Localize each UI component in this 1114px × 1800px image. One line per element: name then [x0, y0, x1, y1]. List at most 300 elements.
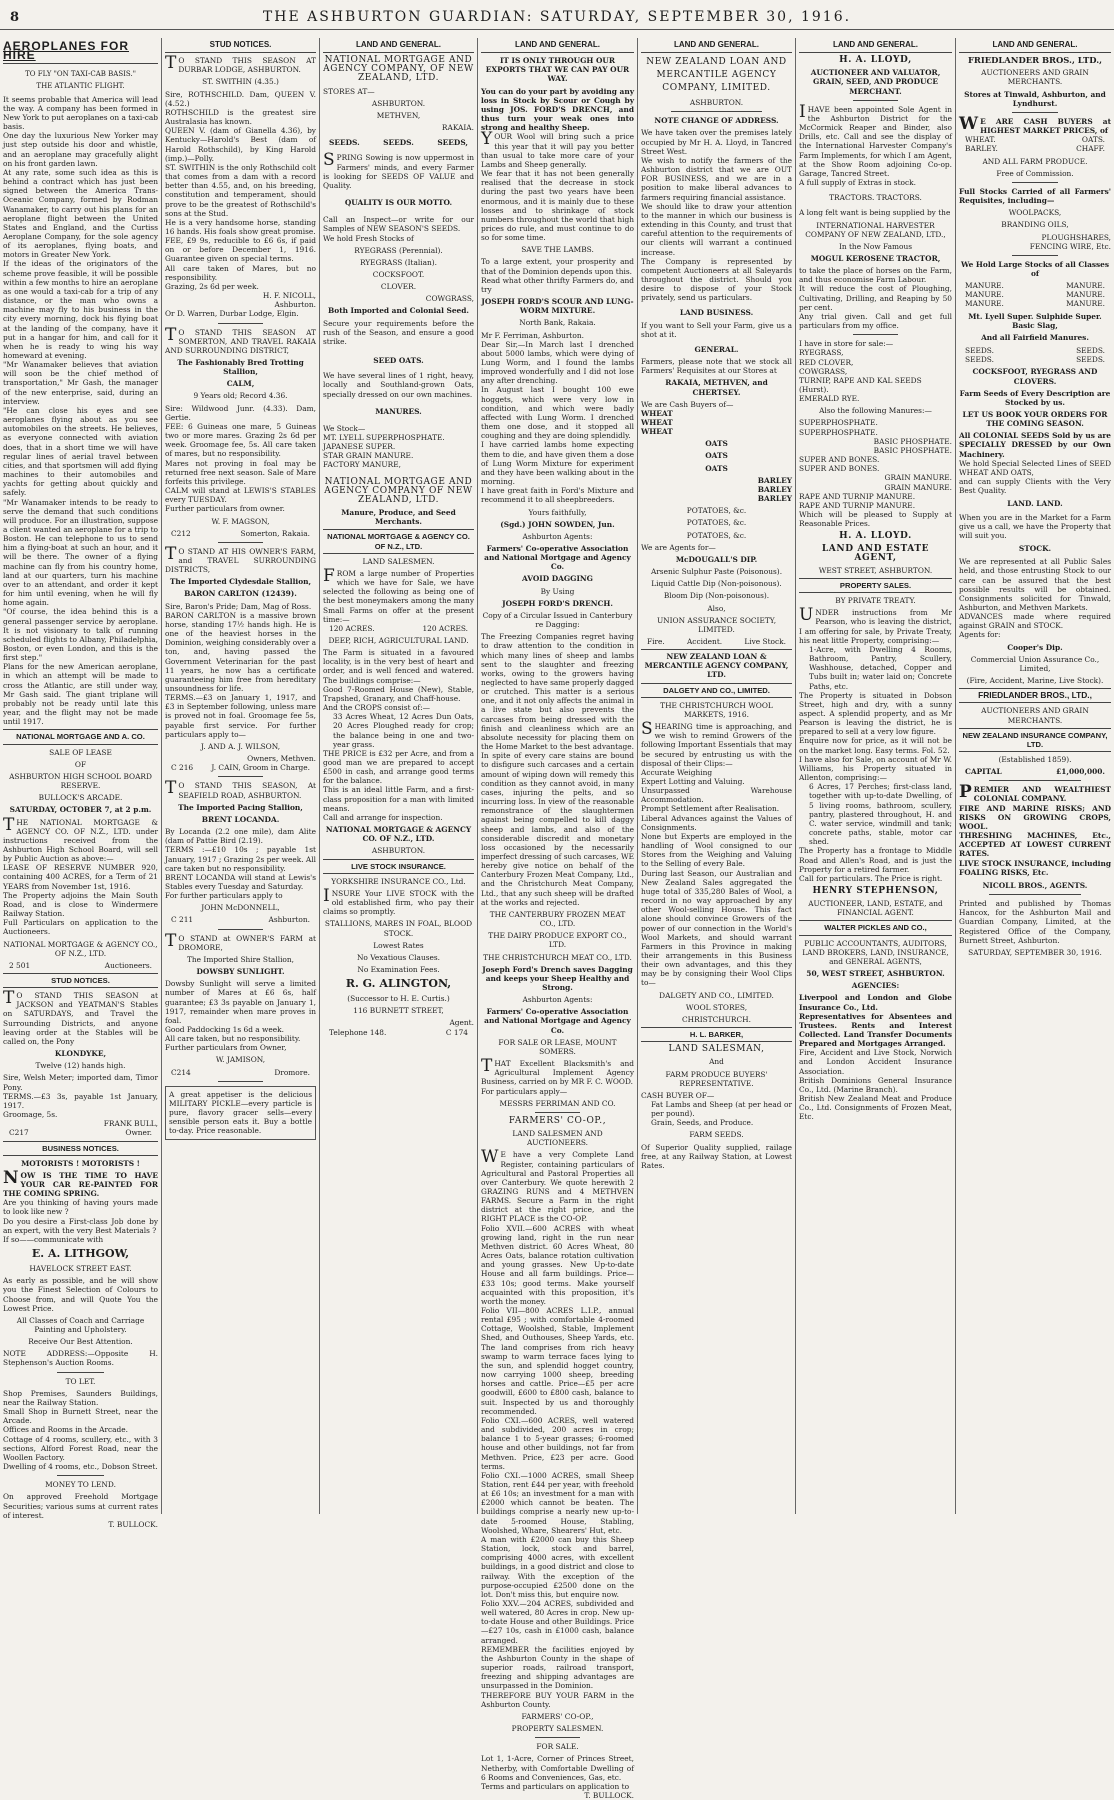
company-name: NEW ZEALAND LOAN AND MERCANTILE AGENCY COMPANY, LIMITED.: [646, 57, 787, 94]
ad-text: The Property adjoins the Main South Road, and is close to Windermere Railway Station.: [3, 890, 158, 919]
ad-signature: W. F. MAGSON,: [211, 516, 270, 526]
ad-text: TERMS.—£3 on January 1, 1917, and £3 in September following, unless mare is proved not in foal. Groomage fee 5s, payable first service. For further particulars apply to—: [165, 693, 316, 739]
ad-text: For further particulars apply to: [165, 891, 283, 901]
section-header: NATIONAL MORTGAGE & AGENCY CO. OF N.Z., LTD.: [323, 529, 474, 553]
ad-text: Agent.: [449, 1018, 474, 1028]
ad-code: C 174: [445, 1027, 468, 1037]
ad-text: COWGRASS,: [425, 294, 474, 304]
masthead-title: THE ASHBURTON GUARDIAN: SATURDAY, SEPTEMBER 30, 1916.: [262, 9, 852, 25]
ad-text: (Fire, Accident, Marine, Live Stock).: [966, 676, 1104, 686]
horse-name: BARON CARLTON (12439).: [184, 589, 297, 599]
article-paragraph: "Of course, the idea behind this is a general passenger service by aeroplane. It is not visionary to talk of running scheduled flights to Albany, Philadelphia, Boston, or even London, and this is the first step.": [3, 607, 158, 663]
ad-text: MANURE.: [1066, 299, 1105, 309]
article-paragraph: If the ideas of the originators of the scheme prove feasible, it will be possible within a few months to hire an aeroplane as one would a taxi-cab for a trip of any distance, or the man who owns a machine may fly to his business in the city every morning, dock his flying boat at the landing of the company, have it put in a hangar for him, and call for it when he is ready to wing his way homeward at evening.: [3, 259, 158, 360]
ad-text: McDOUGALL'S DIP.: [675, 554, 758, 564]
ad-text: POTATOES, &c.: [686, 518, 747, 528]
ad-text: LIVE STOCK INSURANCE, including FOALING RISKS, Etc.: [959, 858, 1111, 877]
ad-text: Twelve (12) hands high.: [35, 1061, 126, 1071]
ad-text: FIRE AND MARINE RISKS; AND RISKS ON GROWING CROPS, WOOL.: [959, 803, 1111, 831]
ad-text: CLOVER.: [380, 282, 417, 292]
ad-text: Good Paddocking 1s 6d a week.: [165, 1025, 284, 1034]
ad-text: TO STAND THIS SEASON at JACKSON and YEATMAN'S Stables on SATURDAYS, and Travel the Surrounding Districts, and anyone leaving order at the Stables will be called on, the Pony: [3, 988, 158, 1046]
ad-text: British Dominions General Insurance Co., Ltd. (Marine Branch).: [799, 1075, 952, 1094]
ad-text: Call for particulars. The Price is right.: [799, 873, 943, 883]
ad-heading: SAVE THE LAMBS.: [521, 245, 594, 255]
ad-heading: LAND BUSINESS.: [679, 308, 754, 318]
ad-text: We are represented at all Public Sales held, and those entrusting Stock to our care can be assured that the best possible results will be obtained. Consignments solicited for Tinwald, Ashburton, and Methven Markets.: [959, 557, 1111, 612]
ad-text: Read what other thrifty Farmers do, and try: [481, 275, 634, 294]
ad-text: BRANDING OILS,: [1001, 220, 1069, 230]
ad-text: Mr F. Ferriman, Ashburton.: [481, 330, 584, 340]
ad-text: During last Season, our Australian and New Zealand Sales aggregated the huge total of 335,280 Bales of Wool, a record in no way approached by any other Wool-selling House. This fact alone should convince Growers of the power of our connection in the World's Wool Markets, and should warrant Farmers in this Province in making their arrangements in this Business their own advantages, and this they may be by consigning their Wool Clips to—: [641, 868, 792, 988]
ad-text: If you want to Sell your Farm, give us a shot at it.: [641, 320, 792, 339]
ad-text: POTATOES, &c.: [686, 530, 747, 540]
ad-text: BARLEY: [757, 494, 792, 504]
article-paragraph: It seems probable that America will lead the way. A company has been formed in New York to put aeroplanes on a taxi-cab basis.: [3, 94, 158, 132]
ad-text: Call an Inspect—or write for our Samples of NEW SEASON'S SEEDS.: [323, 215, 474, 234]
ad-text: THRESHING MACHINES, Etc., ACCEPTED AT LOWEST CURRENT RATES.: [959, 831, 1111, 859]
ad-text: I have carried lambs home expecting them to die, and have given them a dose of Lung Worm Mixture for experiment and they have been walking about in the morning.: [481, 440, 634, 487]
divider: [671, 111, 762, 112]
ad-text: The Property has a frontage to Middle Road and Allen's Road, and is just the Property for a retired farmer.: [799, 846, 952, 874]
ad-text: Ashburton Agents:: [522, 531, 593, 541]
ad-text: No Vexatious Clauses.: [356, 952, 441, 962]
ad-heading: TO STAND AT HIS OWNER'S FARM, and TRAVEL SURROUNDING DISTRICTS,: [165, 543, 316, 575]
ad-text: SEEDS.: [965, 346, 994, 356]
ad-text: Secure your requirements before the rush of the Season, and ensure a good strike.: [323, 318, 474, 346]
ad-signature: FRANK BULL,: [103, 1119, 158, 1129]
ad-text: WHEAT.: [965, 135, 996, 145]
section-header: STUD NOTICES.: [165, 38, 316, 53]
ad-text: Folio CXI.—600 ACRES, well watered and subdivided, 200 acres in crop; balance 1 to 5-year grasses; 6-roomed house and other buildings, not far from Methven. Price, £23 per acre. Good terms.: [481, 1415, 634, 1471]
ad-text: And all Fairfield Manures.: [981, 332, 1089, 342]
company-name: YORKSHIRE INSURANCE CO., Ltd.: [331, 876, 466, 886]
ad-text: RAKAIA.: [441, 123, 474, 133]
ad-text: FEE: 6 Guineas one mare, 5 Guineas two or more mares. Grazing 2s 6d per week. Groomage fee, 5s. All care taken of mares, but no responsibility.: [165, 421, 316, 459]
ad-text: RYEGRASS (Italian).: [359, 257, 438, 267]
article-paragraph: One day the luxurious New Yorker may just step outside his door and whistle, and an aeroplane may gracefully alight on his front garden lawn.: [3, 131, 158, 168]
ad-text: WE ARE CASH BUYERS at HIGHEST MARKET PRICES, of: [959, 113, 1111, 136]
ad-text: LEASE OF RESERVE NUMBER 920, containing 400 ACRES, for a Term of 21 YEARS from November 1st, 1916.: [3, 863, 158, 891]
ad-text: When you are in the Market for a Farm give us a call, we have the Property that will suit you.: [959, 512, 1111, 540]
ad-text: Grazing, 2s 6d per week.: [165, 281, 259, 291]
company-name: NATIONAL MORTGAGE & AGENCY CO. OF N.Z., LTD.: [325, 825, 472, 844]
ad-text: PROPERTY SALESMEN.: [511, 1724, 604, 1734]
ad-text: ADVANCES made where required against GRAIN and STOCK.: [959, 612, 1111, 631]
ad-text: And the CROPS consist of:—: [323, 703, 430, 713]
ad-heading: LAND. LAND.: [1007, 499, 1063, 509]
ad-text: Folio VII—800 ACRES L.I.P., annual rental £95 ; with comfortable 4-roomed Cottage, Woolshed, Stable, Implement Shed, and Outhouses, Sheep Yards, etc. The land comprises from rich heavy swamp to warm terrace faces lying to the sun, and splendid hogget country, now carrying 1000 sheep, breeding horses and cattle. Price—£5 per acre goodwill, £600 to £800 cash, balance to suit. Inspected by us and thoroughly recommended.: [481, 1306, 634, 1416]
ad-text: By Locanda (2.2 one mile), dam Alite (dam of Pattie Bird (2.19).: [165, 827, 316, 846]
divider: [853, 100, 899, 101]
ad-text: Dear Sir,—In March last I drenched about 5000 lambs, which were dying of Lung Worm, and I found the lambs improved wonderfully and I did not lose any after drenching.: [481, 339, 634, 386]
ad-text: ROTHSCHILD is the greatest sire Australasia has known.: [165, 107, 316, 127]
article-paragraph: At any rate, some such idea as this is behind a contract which has just been signed between the America Trans-Oceanic Company, formed by Rodman Wanamaker, to carry out his plans for an aeroplane flight between the United States and England, and the Curtiss Aeroplane Company, for the sole agency of its aeroplanes, flying boats, and motors in Greater New York.: [3, 167, 158, 260]
ad-text: BARLEY.: [965, 144, 998, 154]
ad-heading: MONEY TO LEND.: [45, 1480, 116, 1490]
ad-text: IHAVE been appointed Sole Agent in the Ashburton District for the McCormick Reaper and Binder, also Drills, etc. Call and see the display of the International Harvester Company's Farm Implements, for which I am Agent, at the Show Room adjoining Co-op. Garage, Tancred Street.: [799, 101, 952, 178]
article-subhead: TO FLY "ON TAXI-CAB BASIS.": [25, 70, 136, 79]
ad-text: Ashburton.: [274, 300, 316, 310]
ad-heading: TRACTORS. TRACTORS.: [829, 193, 922, 203]
advertiser-name: R. G. ALINGTON,: [345, 977, 452, 991]
ad-text: The Farm is situated in a favoured locality, is in the very best of heart and order, and is well fenced and watered. The buildings comprise:—: [323, 648, 474, 685]
ad-text: STALLIONS, MARES IN FOAL, BLOOD STOCK.: [324, 919, 473, 938]
ad-text: OF: [74, 759, 87, 769]
ad-text: A long felt want is being supplied by the: [799, 208, 951, 218]
ad-heading: TO STAND at OWNER'S FARM at DROMORE,: [165, 930, 316, 952]
ad-text: Accurate Weighing: [641, 767, 713, 777]
ad-text: Both Imported and Colonial Seed.: [328, 306, 469, 316]
ad-heading: TO STAND THIS SEASON AT SOMERTON, AND TRAVEL RAKAIA AND SURROUNDING DISTRICT,: [165, 324, 316, 355]
company-name: NATIONAL MORTGAGE AND AGENCY COMPANY, OF NEW ZEALAND, LTD.: [323, 55, 474, 84]
imprint-date: SATURDAY, SEPTEMBER 30, 1916.: [968, 947, 1102, 957]
divider: [1012, 182, 1058, 183]
ad-signature: T. BULLOCK.: [584, 1790, 634, 1800]
ad-heading: SALE OF LEASE: [49, 747, 112, 757]
ad-heading: JOSEPH FORD'S SCOUR AND LUNG-WORM MIXTURE.: [481, 297, 634, 316]
ad-text: AGENCIES:: [851, 981, 900, 991]
ad-text: All Classes of Coach and Carriage Painting and Upholstery.: [16, 1315, 145, 1334]
ad-text: Any trial given. Call and get full particulars from my office.: [799, 311, 952, 331]
ad-text: Lot 1, 1-Acre, Corner of Princes Street, Netherby, with Comfortable Dwelling of 6 Rooms and Conveniences, Gas, etc.: [481, 1754, 634, 1782]
ad-text: This is an ideal little Farm, and a first-class proposition for a man with limited means.: [323, 785, 474, 813]
ad-text: 120 ACRES.: [422, 623, 468, 633]
ad-signature: T. BULLOCK.: [108, 1519, 158, 1529]
ad-text: BASIC PHOSPHATE.: [873, 436, 952, 446]
ad-text: OATS.: [1081, 135, 1105, 145]
ad-text: AUCTIONEERS AND GRAIN MERCHANTS.: [981, 68, 1089, 87]
ad-text: STORES AT—: [323, 86, 375, 96]
ad-text: SUPER AND BONES.: [799, 455, 880, 465]
article-subhead: THE ATLANTIC FLIGHT.: [36, 82, 125, 91]
ad-text: Mt. Lyell Super. Sulphide Super. Basic Slag,: [968, 311, 1102, 330]
ad-text: 33 Acres Wheat, 12 Acres Dun Oats, 20 Acres Ploughed ready for crop; the balance being in one and two-year grass.: [333, 712, 474, 749]
ad-text: MANURE.: [965, 281, 1004, 291]
ad-text: We hold Fresh Stocks of: [323, 233, 414, 243]
ad-text: OATS: [705, 463, 728, 473]
ad-heading: SEED OATS.: [373, 356, 424, 366]
ad-heading: FOR SALE OR LEASE, MOUNT SOMERS.: [498, 1037, 617, 1056]
ad-signature: W. JAMISON,: [215, 1055, 266, 1065]
masthead: [0, 0, 1114, 30]
ad-text: We are Agents for—: [641, 542, 716, 552]
ad-text: Farm Seeds of Every Description are Stocked by us.: [959, 388, 1111, 407]
ad-text: Free of Commission.: [996, 168, 1074, 178]
ad-text: CAPITAL: [965, 767, 1002, 777]
page-number: 8: [10, 10, 20, 25]
ad-text: FARM PRODUCE BUYERS' REPRESENTATIVE.: [665, 1069, 768, 1088]
article-paragraph: Plans for the new American aeroplane, in which an attempt will be made to cross the Atlantic, are still under way, Mr Gash said. The giant triplane will probably not be ready until late this year, and the flight may not be made until 1917.: [3, 662, 158, 727]
ad-text: THAT Excellent Blacksmith's and Agricultural Implement Agency Business, carried on by MR F. C. WOOD.: [481, 1056, 634, 1087]
ad-text: THE DAIRY PRODUCE EXPORT CO., LTD.: [488, 931, 627, 950]
ad-text: Commercial Union Assurance Co., Limited,: [970, 654, 1100, 673]
ad-text: SUPER AND BONES.: [799, 464, 880, 474]
imprint: Printed and published by Thomas Hancox, for the Ashburton Mail and Guardian Company, Limited, at the Registered Office of the Company, Burnett Street, Ashburton.: [959, 899, 1111, 945]
ad-text: Do you desire a First-class Job done by an expert, with the very Best Materials ?: [3, 1216, 158, 1235]
ad-text: No Examination Fees.: [357, 964, 440, 974]
ad-text: MANURE.: [965, 299, 1004, 309]
section-header: DALGETY AND CO., LIMITED.: [641, 683, 792, 698]
company-name: DALGETY AND CO., LIMITED.: [659, 990, 774, 1000]
article-headline: AEROPLANES FOR HIRE: [3, 40, 158, 64]
ad-text: Cooper's Dip.: [1007, 642, 1063, 652]
ad-text: We are Cash Buyers of—: [641, 399, 734, 409]
ad-text: ASHBURTON.: [689, 98, 744, 108]
ad-text: We fear that it has not been generally realised that the decrease in stock during the past two years have been enormous, and it is mainly due to these losses and to shrinkage of stock numbers throughout the world that high prices do rule, and must continue to do so for some time.: [481, 169, 634, 243]
ad-text: We have taken over the premises lately occupied by Mr H. A. Lloyd, in Tancred Street West.: [641, 128, 792, 156]
ad-text: FROM a large number of Properties which we have for Sale, we have selected the following as being one of the best moneymakers among the many Small Farms on offer at the present time:—: [323, 565, 474, 624]
ad-text: We Stock—: [323, 423, 366, 433]
section-header: LAND AND GENERAL.: [481, 38, 634, 53]
ad-heading: STOCK.: [1018, 544, 1052, 554]
ad-text: CALM will stand at LEWIS'S STABLES every TUESDAY.: [165, 486, 316, 505]
ad-text: JAPANESE SUPER.: [323, 442, 396, 452]
ad-text: Or D. Warren, Durbar Lodge, Elgin.: [165, 309, 299, 319]
ad-signature: (Sgd.) JOHN SOWDEN, Jun.: [500, 519, 615, 529]
ad-text: FEE, £9 9s, reducible to £6 6s, if paid on or before December 1, 1916. Guarantee given on special terms.: [165, 236, 316, 264]
ad-text: Ashburton.: [268, 915, 310, 925]
ad-heading: FARM SEEDS.: [689, 1130, 744, 1140]
ad-text: AND ALL FARM PRODUCE.: [982, 156, 1088, 166]
ad-text: Farmers, please note that we stock all Farmers' Requisites at our Stores at: [641, 357, 792, 376]
company-name: FRIEDLANDER BROS., LTD.,: [959, 688, 1111, 703]
ad-heading: INTERNATIONAL HARVESTER COMPANY OF NEW ZEALAND, LTD.,: [805, 220, 946, 239]
section-header: LAND AND GENERAL.: [799, 38, 952, 53]
ad-text: OATS: [705, 439, 728, 449]
ad-text: Prompt Settlement after Realisation.: [641, 804, 780, 814]
column-4: [478, 38, 637, 1800]
divider: [218, 542, 263, 543]
horse-name: KLONDYKE,: [54, 1049, 107, 1059]
ad-text: SEEDS.: [1076, 346, 1105, 356]
ad-heading: DEEP, RICH, AGRICULTURAL LAND.: [328, 635, 469, 645]
divider: [57, 1475, 104, 1476]
ad-text: SEEDS.: [329, 138, 360, 148]
ad-text: Somerton, Rakaia.: [240, 528, 310, 538]
ad-text: We Hold Large Stocks of all Classes of: [960, 259, 1110, 278]
horse-name: DOWSBY SUNLIGHT.: [196, 967, 285, 977]
ad-text: THE CANTERBURY FROZEN MEAT CO., LTD.: [489, 909, 626, 929]
ad-text: SEEDS,: [437, 138, 468, 148]
ad-text: RAPE AND TURNIP MANURE.: [799, 491, 916, 501]
ad-code: 2 501: [9, 960, 31, 970]
ad-text: Unsurpassed Warehouse Accommodation.: [641, 786, 792, 805]
ad-text: The Property is situated in Dobson Street, high and dry, with a sunny aspect. A splendid property, and as Mr Pearson is leaving the district, he is prepared to sell at a very low figure.: [799, 690, 952, 737]
divider: [1012, 112, 1058, 113]
ad-text: THEREFORE BUY YOUR FARM in the Ashburton County.: [481, 1690, 634, 1709]
column-2: [162, 38, 319, 1513]
ad-text: Fire.: [647, 636, 665, 646]
ad-text: UNDER instructions from Mr Pearson, who is leaving the district, I am offering for sale, by Private Treaty, his neat little Property, comprising:—: [799, 605, 952, 645]
section-header: LIVE STOCK INSURANCE.: [323, 859, 474, 874]
ad-text: I have also for Sale, on account of Mr W. Williams, his Property situated in Allenton, comprising:—: [799, 754, 952, 783]
ad-heading: NOTE CHANGE OF ADDRESS.: [654, 116, 779, 126]
advertiser-name: H. A. LLOYD.: [839, 531, 912, 542]
ad-text: EMERALD RYE.: [799, 394, 860, 404]
horse-name: CALM,: [226, 379, 255, 389]
ad-text: (Successor to H. E. Curtis.): [347, 994, 450, 1004]
ad-heading: QUALITY IS OUR MOTTO.: [344, 198, 453, 208]
ad-heading: ASHBURTON HIGH SCHOOL BOARD RESERVE.: [9, 771, 152, 791]
ad-text: All COLONIAL SEEDS Sold by us are SPECIALLY DRESSED by our Own Machinery.: [959, 431, 1111, 459]
ad-text: NOW IS THE TIME TO HAVE YOUR CAR RE-PAINTED FOR THE COMING SPRING.: [3, 1167, 158, 1199]
ad-text: Arsenic Sulphur Paste (Poisonous).: [650, 567, 783, 577]
ad-text: Terms and particulars on application to: [481, 1781, 630, 1791]
advertiser-name: H. A. LLOYD,: [839, 55, 912, 66]
ad-text: LET US BOOK YOUR ORDERS FOR THE COMING SEASON.: [962, 410, 1108, 429]
ad-text: Folio XXV.—204 ACRES, subdivided and well watered, 80 Acres in crop. New up-to-date House and other Buildings. Price—£27 10s, cash in £1000 cash, balance arranged.: [481, 1599, 634, 1645]
ad-text: Live Stock.: [744, 636, 786, 646]
ad-text: Lowest Rates: [373, 940, 424, 950]
ad-text: Full Stocks Carried of all Farmers' Requisites, including—: [959, 186, 1111, 206]
ad-text: Sire: Wildwood Junr. (4.33). Dam, Gertie.: [165, 403, 316, 422]
company-name: FARMERS' CO-OP.,: [508, 1115, 607, 1126]
ad-text: I have in store for sale:—: [799, 339, 894, 349]
ad-text: REMEMBER the facilities enjoyed by the Ashburton County in the shape of superior roads, railroad transport, freezing and shipping advantages are unsurpassed in the Dominion.: [481, 1644, 634, 1691]
horse-name: BRENT LOCANDA.: [201, 814, 280, 824]
ad-text: All care taken, but no responsibility.: [165, 1034, 301, 1044]
ad-text: Call and arrange for inspection.: [323, 812, 443, 822]
divider: [989, 780, 1080, 781]
ad-text: STAR GRAIN MANURE.: [323, 451, 414, 461]
ad-text: BASIC PHOSPHATE.: [873, 445, 952, 455]
column-5: [638, 38, 795, 1513]
divider: [218, 776, 263, 777]
ad-heading: FOR SALE.: [536, 1742, 579, 1752]
ad-heading: GENERAL.: [694, 344, 739, 354]
ad-text: WHEAT: [641, 418, 673, 427]
ad-heading: TO STAND THIS SEASON, At SEAFIELD ROAD, ASHBURTON.: [165, 778, 316, 800]
advertiser-name: HENRY STEPHENSON,: [812, 885, 939, 896]
ad-text: SHEARING time is approaching, and we wish to remind Growers of the following Important Essentials that may be secured by entrusting us with the disposal of their Clips:—: [641, 719, 792, 768]
ad-text: For particulars apply—: [481, 1086, 568, 1096]
ad-text: WOOL STORES,: [685, 1002, 748, 1012]
ad-text: Enquire now for price, as it will not be on the market long. Easy terms. Fol. 52.: [799, 736, 952, 755]
ad-text: RYEGRASS,: [799, 348, 844, 358]
ad-text: 9 Years old; Record 4.36.: [193, 391, 288, 401]
ad-text: PREMIER AND WEALTHIEST COLONIAL COMPANY.: [959, 782, 1111, 804]
ad-text: THE NATIONAL MORTGAGE & AGENCY CO. OF N.Z., LTD. under instructions received from the Ashburton High School Board, will sell by Public Auction as above:—: [3, 814, 158, 864]
ad-text: In August last I bought 100 ewe hoggets, which were very low in condition, and which were badly affected with Lung Worm. I drenched them one dose, and it stopped all coughing and they are doing splendidly.: [481, 385, 634, 441]
ad-text: to take the place of horses on the Farm, and thus economise Farm Labour.: [799, 266, 952, 285]
ad-text: A great appetiser is the delicious MILITARY PICKLE—every particle is pure, flavory gracer sells—every sensible person eats it. Buy a bottle to-day. Price reasonable.: [165, 1086, 316, 1140]
ad-text: Owners, Methven.: [247, 754, 316, 764]
ad-text: The Freezing Companies regret having to draw attention to the condition in which many lines of sheep and lambs sent to the slaughter and freezing works, owing to the growers having neglected to have same properly dagged or crutched. This matter is a serious one, and it not only affects the animal in a live state but also prevents the carcases from being dressed with the finish and cleanliness which are an absolute necessity for placing them on the Home Market to the best advantage. In spite of every care stains are bound to disfigure such carcases and a certain amount of wiping down will remedy this condition as they cannot avoid, in many cases, injuring the pelts, and so incurring loss. In view of the reasonable remonstrance of the slaughtermen against being compelled to kill daggy sheep and lambs, and also of the considerable discredit and monetary loss occasioned by the necessarily imperfect dressing of such carcases, WE hereby give notice on behalf of the Canterbury Frozen Meat Company, Ltd., and the Christchurch Meat Company, Ltd., that any such sheep will be drafted at the works and rejected.: [481, 632, 634, 907]
ad-text: MT. LYELL SUPERPHOSPHATE.: [323, 433, 445, 442]
ad-code: C 216: [171, 763, 194, 773]
ad-heading: MOGUL KEROSENE TRACTOR,: [810, 253, 941, 263]
ad-text: Fire, Accident and Live Stock, Norwich and London Accident Insurance Association.: [799, 1048, 952, 1076]
ad-heading: IT IS ONLY THROUGH OUR EXPORTS THAT WE CAN PAY OUR WAY.: [485, 56, 630, 84]
article-paragraph: "He can close his eyes and see aeroplanes flying about as you see automobiles on the streets. He believes, as everyone connected with aviation does, that in a short time we will have regular lines of aerial travel between cities, and that sportsmen will add flying machines to their automobiles and yachts for getting about quickly and safely.: [3, 405, 158, 498]
ad-text: If so——communicate with: [3, 1234, 104, 1244]
ad-text: ASHBURTON.: [371, 846, 426, 856]
ad-text: MANURE.: [965, 290, 1004, 300]
ad-text: Full Particulars on application to the Auctioneers.: [3, 918, 158, 937]
ad-text: THE PRICE is £32 per Acre, and from a good man we are prepared to accept £500 in cash, and arrange good terms for the balance.: [323, 748, 474, 786]
ad-text: NOTE ADDRESS:—Opposite H. Stephenson's Auction Rooms.: [3, 1349, 158, 1368]
ad-text: METHVEN,: [376, 110, 421, 120]
ad-text: Liberal Advances against the Values of Consignments.: [641, 813, 792, 832]
ad-text: Dwelling of 4 rooms, etc., Dobson Street.: [3, 1462, 158, 1472]
ad-text: TERMS.—£3 3s, payable 1st January, 1917.: [3, 1091, 158, 1110]
section-header: STUD NOTICES.: [3, 973, 158, 988]
ad-text: The Fashionably Bred Trotting Stallion,: [177, 358, 304, 377]
ad-code: C212: [171, 528, 191, 538]
ad-text: Mares not proving in foal may be returned free next season. Sale of Mare forfeits this privilege.: [165, 458, 316, 486]
ad-text: and can supply Clients with the Very Best Quality.: [959, 477, 1111, 496]
ad-signature: H. F. NICOLL,: [262, 291, 316, 301]
ad-text: CHAFF.: [1076, 144, 1105, 154]
ad-text: 6 Acres, 17 Perches; first-class land, together with up-to-date Dwelling, of 5 living rooms, bathroom, scullery, pantry, plastered throughout, H. and C. water service, windmill and tank; concrete paths, stable, motor car shed.: [809, 782, 952, 847]
ad-text: ASHBURTON.: [371, 98, 426, 108]
ad-heading: MANURES.: [375, 406, 422, 416]
ad-text: 120 ACRES.: [329, 623, 375, 633]
ad-text: J. CAIN, Groom in Charge.: [211, 763, 310, 773]
column-7: [956, 38, 1114, 1513]
divider: [57, 1372, 104, 1373]
column-3: [320, 38, 477, 1513]
ad-text: Bloom Dip (Non-poisonous).: [663, 591, 770, 601]
article-paragraph: "Mr Wanamaker believes that aviation will soon be the chief method of transportation," Mr Gash, the manager of the new enterprise, said, during an interview.: [3, 360, 158, 406]
ad-text: Grain, Seeds, and Produce.: [651, 1118, 754, 1128]
ad-heading: THE CHRISTCHURCH WOOL MARKETS, 1916.: [660, 700, 773, 719]
ad-text: The Company is represented by competent Auctioneers at all Saleyards throughout the district. Should you desire to dispose of your Stock privately, send us particulars.: [641, 256, 792, 303]
ad-text: Further particulars from owner.: [165, 504, 285, 514]
ad-signature: J. AND A. J. WILSON,: [200, 741, 281, 751]
column-1: [0, 38, 161, 1529]
ad-signature: MESSRS FERRIMAN AND CO.: [499, 1098, 616, 1108]
ad-text: Joseph Ford's Drench saves Dagging and keeps your Sheep Healthy and Strong.: [482, 964, 633, 992]
section-header: H. L. BARKER,: [641, 1027, 792, 1042]
divider: [535, 1112, 581, 1113]
ad-text: Also,: [707, 603, 726, 613]
ad-code: C214: [171, 1067, 191, 1077]
horse-name: ST. SWITHIN (4.35.): [202, 77, 279, 87]
ad-text: Accident.: [686, 636, 723, 646]
company-name: NEW ZEALAND LOAN & MERCANTILE AGENCY COMPANY, LTD.: [641, 649, 792, 679]
ad-text: MANURE.: [1066, 281, 1105, 291]
ad-code: C217: [9, 1128, 29, 1138]
ad-text: We wish to notify the farmers of the Ashburton district that we are OUT FOR BUSINESS, and we are in a position to make liberal advances to farmers requiring financial assistance.: [641, 155, 792, 202]
ad-text: Telephone 148.: [329, 1027, 387, 1037]
ad-text: PLOUGHSHARES,: [1041, 232, 1111, 242]
ad-text: Dowsby Sunlight will serve a limited number of Mares at £6 6s, half guarantee; £3 3s payable on January 1, 1917, remainder when mare proves in foal.: [165, 979, 316, 1025]
ad-text: UNION ASSURANCE SOCIETY, LIMITED.: [656, 615, 777, 634]
ad-text: LAND SALESMEN AND AUCTIONEERS.: [512, 1129, 603, 1148]
ad-text: THE CHRISTCHURCH MEAT CO., LTD.: [483, 952, 632, 962]
ad-text: A full supply of Extras in stock.: [799, 178, 916, 188]
divider: [1012, 255, 1058, 256]
ad-text: BARON CARLTON is a massive brown horse, standing 17½ hands high. He is one of the heaviest horses in the Dominion, weighing considerably over a ton, and, having passed the Government Veterinarian for the past 11 years, he now has a certificate guaranteeing him free from hereditary unsoundness for life.: [165, 610, 316, 693]
section-header: NATIONAL MORTGAGE AND A. CO.: [3, 729, 158, 744]
ad-text: RAPE AND TURNIP MANURE.: [799, 500, 916, 510]
ad-text: Fat Lambs and Sheep (at per head or per pound).: [651, 1100, 792, 1119]
ad-text: Folio CXI.—1000 ACRES, small Sheep Station, rent £44 per year, with freehold at £6 10s; an investment for a man with £2000 which cannot be beaten. The buildings comprise a nearly new up-to-date 5-roomed House, Stabling, Woolshed, Whare, Shearers' Hut, etc.: [481, 1470, 634, 1535]
ad-text: Liverpool and London and Globe Insurance Co., Ltd.: [799, 993, 952, 1012]
ad-text: Sire, Welsh Meter; imported dam, Timor Pony.: [3, 1073, 158, 1092]
ad-text: Representatives for Absentees and Trustees. Rents and Interest Collected. Land Transfer Documents Prepared and Mortgages Arranged.: [799, 1011, 952, 1049]
ad-heading: TO STAND THIS SEASON AT DURBAR LODGE, ASHBURTON.: [165, 53, 316, 75]
ad-text: WE have a very Complete Land Register, containing particulars of Agricultural and Pastoral Properties all over Canterbury. We quote herewith 2 GRAZING RUNS and 4 METHVEN FARMS. Secure a Farm in the right district at the right price, and the RIGHT PLACE is the CO-OP.: [481, 1147, 634, 1224]
ad-text: Yours faithfully,: [528, 507, 587, 517]
ad-text: RYEGRASS (Perennial).: [354, 245, 443, 255]
divider: [218, 929, 263, 930]
ad-text: GRAIN MANURE.: [884, 482, 952, 492]
advertiser-name: E. A. LITHGOW,: [31, 1247, 130, 1261]
ad-text: Liquid Cattle Dip (Non-poisonous).: [651, 579, 782, 589]
